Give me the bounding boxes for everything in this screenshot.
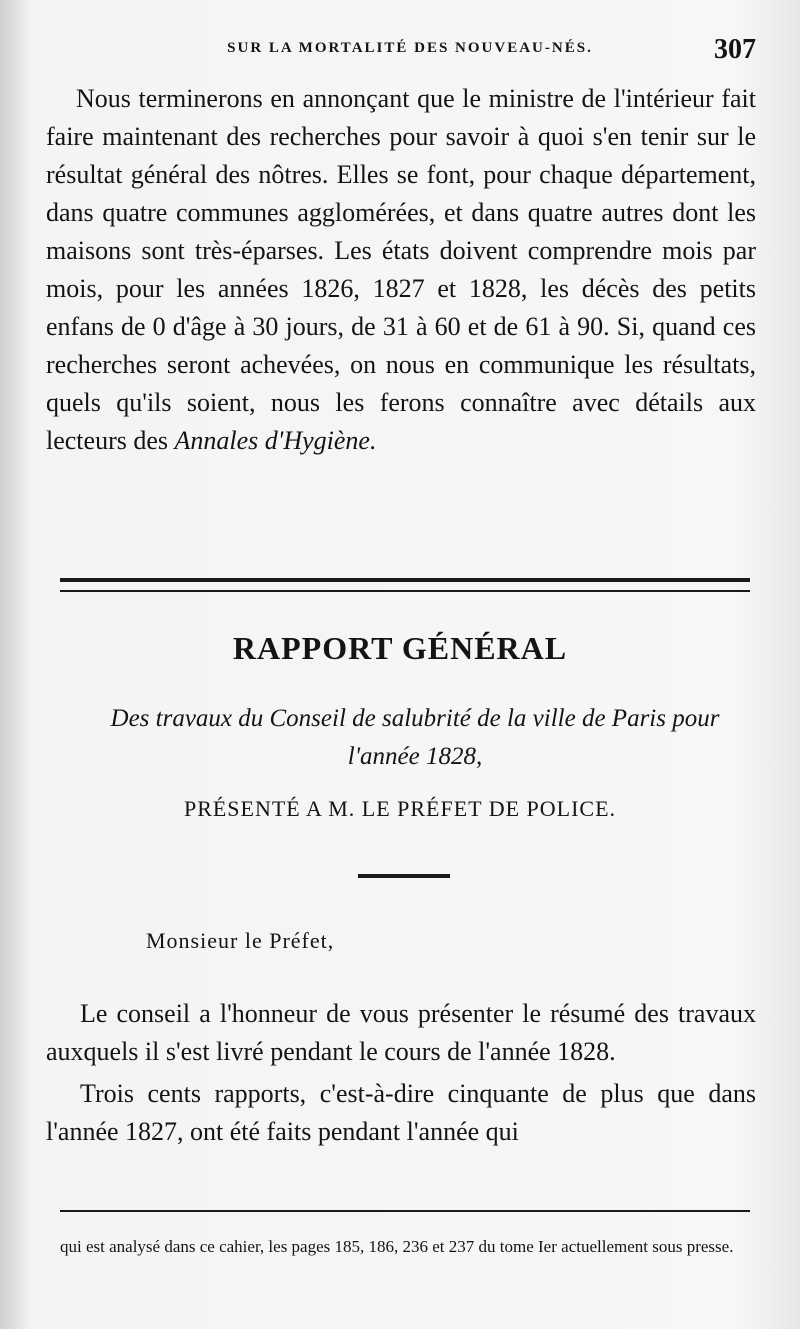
report-paragraph-1: Le conseil a l'honneur de vous présenter le résumé des travaux auxquels il s'est livré pendant le cours de l'année 1828. bbox=[46, 999, 756, 1066]
footnote-rule bbox=[60, 1210, 750, 1212]
report-subtitle: Des travaux du Conseil de salubrité de la ville de Paris pour l'année 1828, bbox=[110, 705, 720, 770]
closing-paragraph-text: Nous terminerons en annonçant que le ministre de l'intérieur fait faire maintenant des recherches pour savoir à quoi s'en tenir sur le résultat général des nôtres. Elles se font, pour chaque département, dans quatre communes agglomérées, et dans quatre autres dont les maisons sont très-éparses. Les états doivent comprendre mois par mois, pour les années 1826, 1827 et 1828, les décès des petits enfans de 0 d'âge à 30 jours, de 31 à 60 et de 61 à 90. Si, quand ces recherches seront achevées, on nous en communique les résultats, quels qu'ils soient, nous les ferons connaître avec détails aux lecteurs des bbox=[46, 84, 756, 455]
footnote: qui est analysé dans ce cahier, les pages 185, 186, 236 et 237 du tome Ier actuellement sous presse. bbox=[60, 1237, 734, 1256]
page-number: 307 bbox=[714, 34, 756, 65]
journal-title: Annales d'Hygiène. bbox=[174, 426, 377, 455]
report-body bbox=[46, 995, 756, 1155]
running-head: SUR LA MORTALITÉ DES NOUVEAU-NÉS. bbox=[227, 40, 593, 56]
salutation: Monsieur le Préfet, bbox=[146, 928, 335, 953]
closing-paragraph bbox=[46, 80, 756, 460]
short-divider bbox=[358, 874, 450, 878]
report-paragraph-2: Trois cents rapports, c'est-à-dire cinquante de plus que dans l'année 1827, ont été faits pendant l'année qui bbox=[46, 1079, 756, 1146]
report-addressee: PRÉSENTÉ A M. LE PRÉFET DE POLICE. bbox=[183, 796, 617, 821]
section-divider bbox=[60, 578, 750, 592]
report-title: RAPPORT GÉNÉRAL bbox=[232, 630, 568, 666]
